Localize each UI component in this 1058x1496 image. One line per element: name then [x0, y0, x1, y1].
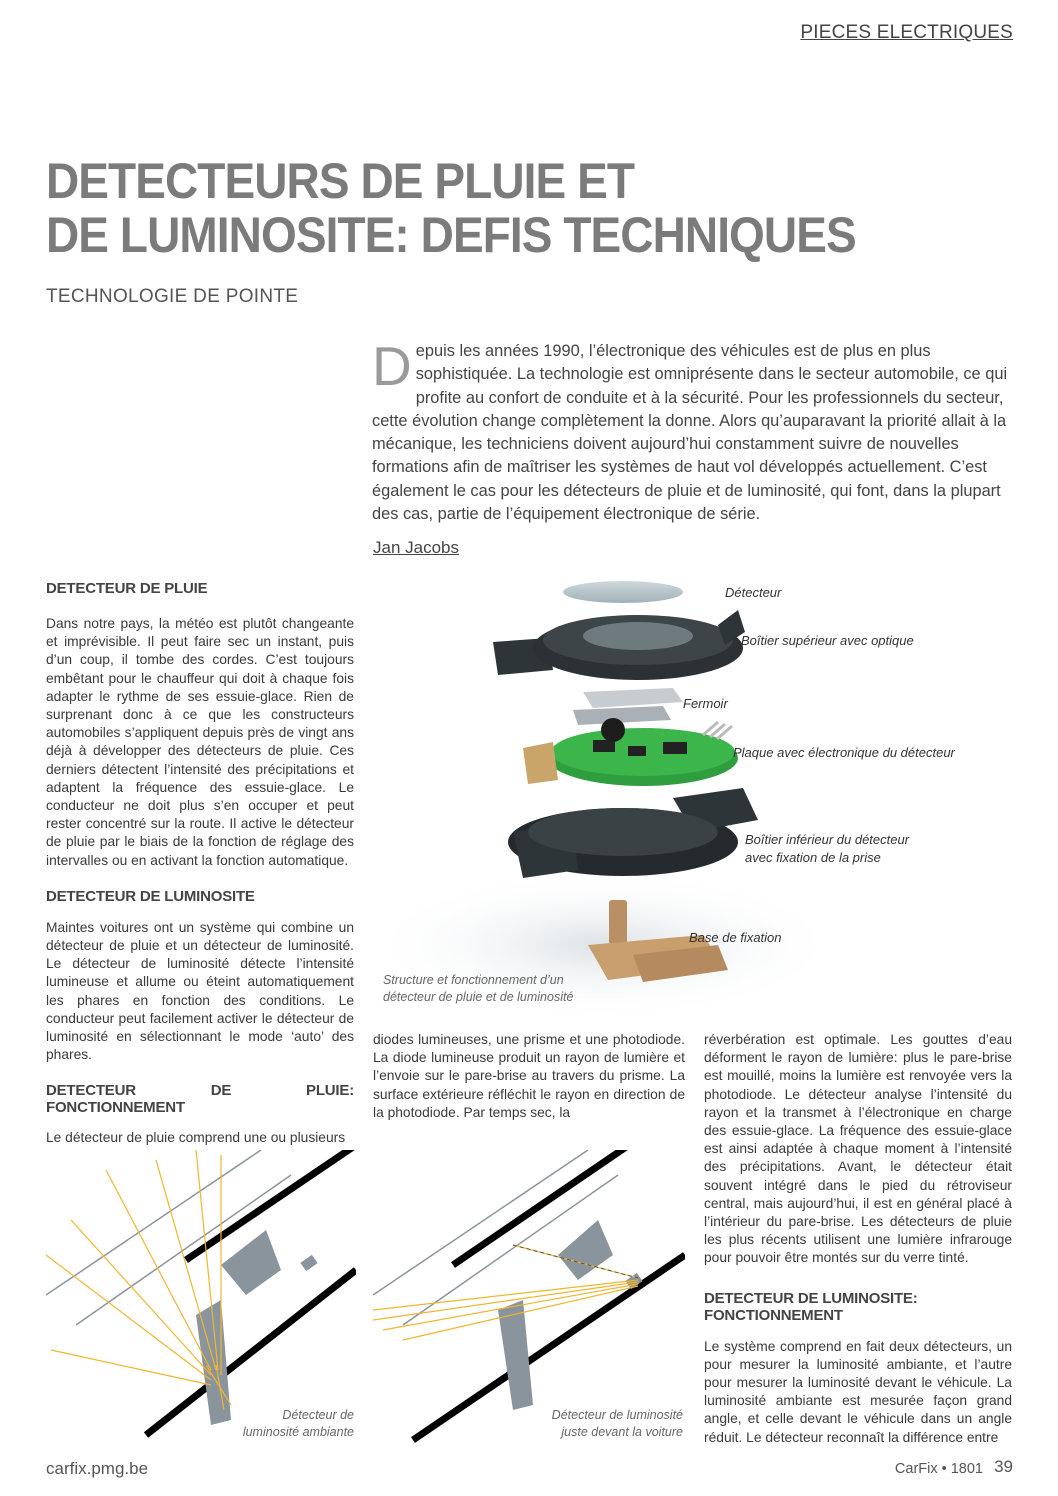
- exploded-view-figure: [373, 570, 1013, 1025]
- column-1: [46, 580, 354, 1148]
- exploded-caption-line1: Structure et fonctionnement d’un: [383, 973, 564, 987]
- detector-disc: [563, 581, 683, 603]
- column-3: [704, 1031, 1012, 1447]
- heading-light-function-line1: DETECTEUR DE LUMINOSITE:: [704, 1289, 918, 1307]
- exploded-view-illustration: [373, 570, 1013, 1025]
- heading-light-sensor: DETECTEUR DE LUMINOSITE: [46, 887, 255, 905]
- clasp: [573, 688, 683, 725]
- ambient-light-figure: [46, 1150, 356, 1450]
- title-line-2: DE LUMINOSITE: DEFIS TECHNIQUES: [46, 207, 856, 263]
- column-2: [373, 1031, 685, 1122]
- page-number: 39: [994, 1457, 1013, 1476]
- front-light-caption: [552, 1407, 683, 1441]
- exploded-view-caption: [383, 972, 573, 1006]
- front-caption-line1: Détecteur de luminosité: [551, 1408, 683, 1422]
- ambient-light-caption: [243, 1407, 354, 1441]
- article-subtitle: TECHNOLOGIE DE POINTE: [46, 286, 299, 307]
- title-line-1: DETECTEURS DE PLUIE ET: [46, 153, 635, 209]
- exploded-caption-line2: détecteur de pluie et de luminosité: [383, 990, 574, 1004]
- heading-light-function-line2: FONCTIONNEMENT: [704, 1306, 843, 1324]
- article-title: [46, 154, 874, 262]
- ambient-light-diagram: [46, 1150, 356, 1450]
- front-light-diagram: [373, 1150, 685, 1450]
- ambient-caption-line2: luminosité ambiante: [242, 1425, 354, 1439]
- lower-housing: [508, 788, 758, 878]
- label-mounting-base: Base de fixation: [689, 930, 782, 945]
- author-link[interactable]: Jan Jacobs: [373, 538, 459, 557]
- front-caption-line2: juste devant la voiture: [561, 1425, 683, 1439]
- label-upper-housing: Boîtier supérieur avec optique: [741, 633, 914, 648]
- paragraph-light-sensor: Maintes voitures ont un système qui combine un détecteur de pluie et un détecteur de luminosité. Le détecteur de luminosité détecte l’intensité lumineuse et allume ou éteint automatiquement les phares en fonction des conditions. Le conducteur peut facilement activer le détecteur de luminosité en sélectionnant le mode ‘auto’ des phares.: [46, 919, 354, 1063]
- section-label[interactable]: PIECES ELECTRIQUES: [800, 22, 1013, 43]
- intro-text: epuis les années 1990, l’électronique des véhicules est de plus en plus sophistiquée. La technologie est omniprésente dans le secteur automobile, ce qui profite au confort de conduite et à la sécurité. Pour les professionnels du secteur, cette évolution change complètement la donne. Alors qu’auparavant la priorité allait à la mécanique, les techniciens doivent aujourd’hui constamment suivre de nouvelles formations afin de maîtriser les systèmes de haut vol développés actuellement. C’est également le cas pour les détecteurs de pluie et de luminosité, qui font, dans la plupart des cas, partie de l’équipement électronique de série.: [372, 342, 1008, 524]
- paragraph-rain-sensor: Dans notre pays, la météo est plutôt changeante et imprévisible. Il peut faire sec un instant, puis d’un coup, il tombe des cordes. C’est toujours embêtant pour le chauffeur qui doit à chaque fois adapter le rythme de ses essuie-glace. Rien de surprenant donc à ce que les constructeurs automobiles s’appliquent depuis près de vingt ans déjà à développer des détecteurs de pluie. Ces derniers détectent l’intensité des précipitations et adaptent la fréquence des essuie-glace. Le conducteur ne doit plus s’en occuper et peut rester concentré sur la route. Il active le détecteur de pluie par le biais de la fonction de réglage des intervalles ou en activant la fonction automatique.: [46, 616, 354, 868]
- circuit-board: [523, 718, 738, 786]
- label-lower-housing-1: Boîtier inférieur du détecteur: [745, 832, 910, 847]
- paragraph-light-function: Le système comprend en fait deux détecteurs, un pour mesurer la luminosité ambiante, et l’autre pour mesurer la luminosité devant le véhicule. La luminosité ambiante est mesurée façon grand angle, et celle devant le véhicule dans un angle réduit. Le détecteur reconnaît la différence entre: [704, 1338, 1012, 1445]
- label-lower-housing-2: avec fixation de la prise: [745, 850, 881, 865]
- ambient-caption-line1: Détecteur de: [282, 1408, 354, 1422]
- paragraph-rain-function: Le détecteur de pluie comprend une ou plusieurs: [46, 1130, 346, 1146]
- front-light-figure: [373, 1150, 685, 1450]
- upper-housing: [493, 610, 745, 680]
- heading-light-function: [704, 1290, 1012, 1324]
- drop-cap: D: [372, 335, 412, 397]
- paragraph-col2: diodes lumineuses, une prisme et une photodiode. La diode lumineuse produit un rayon de lumière et l’envoie sur le pare-brise au travers du prisme. La surface extérieure réfléchit le rayon en direction de la photodiode. Par temps sec, la: [373, 1032, 685, 1120]
- footer-website-link[interactable]: carfix.pmg.be: [46, 1459, 149, 1478]
- label-clasp: Fermoir: [683, 696, 728, 711]
- label-detector: Détecteur: [725, 585, 782, 600]
- footer-magazine: CarFix • 1801: [894, 1461, 983, 1477]
- heading-rain-function: DETECTEUR DE PLUIE: FONCTIONNEMENT: [46, 1082, 354, 1117]
- intro-paragraph: [372, 335, 1012, 526]
- paragraph-col3: réverbération est optimale. Les gouttes d’eau déforment le rayon de lumière: plus le pare-brise est mouillé, moins la lumière est renvoyée vers la photodiode. Le détecteur analyse l’intensité du rayon et la transmet à l’électronique en charge des essuie-glace. La fréquence des essuie-glace est ainsi adaptée à chaque moment à l’intensité des précipitations. Avant, le détecteur était souvent intégré dans le pied du rétroviseur central, mais aujourd’hui, il est en général placé à l’intérieur du pare-brise. Les détecteurs de pluie les plus récents utilisent une lumière infrarouge pour pouvoir être montés sur du verre tinté.: [704, 1032, 1012, 1266]
- label-circuit-board: Plaque avec électronique du détecteur: [733, 745, 955, 760]
- heading-rain-sensor: DETECTEUR DE PLUIE: [46, 580, 208, 597]
